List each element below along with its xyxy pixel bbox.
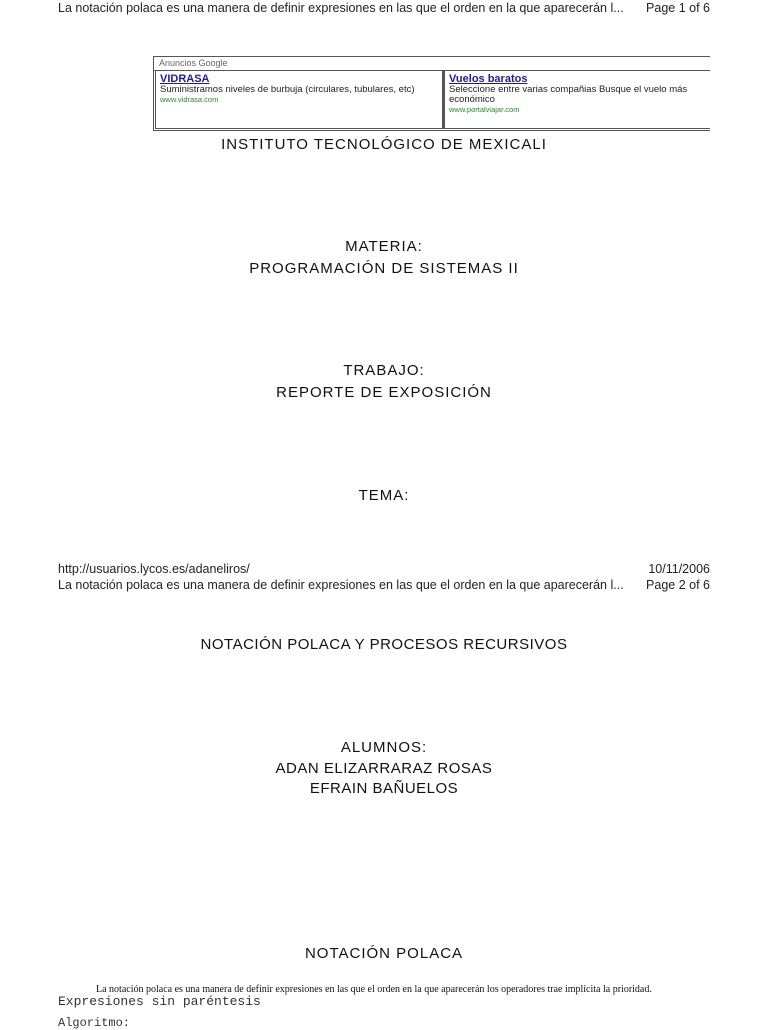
subheading-expresiones: Expresiones sin paréntesis: [58, 994, 261, 1009]
materia-label: MATERIA:: [345, 238, 423, 255]
page1-footer-url[interactable]: http://usuarios.lycos.es/adaneliros/: [58, 562, 250, 576]
section-title: NOTACIÓN POLACA: [304, 945, 464, 962]
ad-vidrasa-title-link[interactable]: VIDRASA: [160, 73, 210, 85]
page1-header-page-number: Page 1 of 6: [646, 1, 710, 15]
ad-vuelos-url[interactable]: www.portalviajar.com: [449, 105, 520, 114]
body-paragraph: La notación polaca es una manera de definir expresiones en las que el orden en la que aparecerán los operadores trae implícita la prioridad.: [96, 984, 652, 995]
ad-vidrasa[interactable]: [155, 70, 444, 129]
alumno-name: EFRAIN BAÑUELOS: [309, 780, 459, 797]
institute-name: INSTITUTO TECNOLÓGICO DE MEXICALI: [221, 136, 547, 153]
materia-value: PROGRAMACIÓN DE SISTEMAS II: [249, 260, 519, 277]
trabajo-label: TRABAJO:: [343, 362, 425, 379]
ad-vuelos-title-link[interactable]: Vuelos baratos: [449, 73, 528, 85]
alumno-name: ADAN ELIZARRARAZ ROSAS: [275, 760, 493, 777]
trabajo-value: REPORTE DE EXPOSICIÓN: [276, 384, 492, 401]
page2-header-page-number: Page 2 of 6: [646, 578, 710, 592]
page1-footer-date: 10/11/2006: [648, 562, 710, 576]
ad-vuelos-text: Seleccione entre varias compañias Busque el vuelo más económico: [449, 84, 688, 105]
tema-label: TEMA:: [358, 487, 410, 504]
alumnos-label: ALUMNOS:: [340, 739, 428, 756]
ads-label: Anuncios Google: [154, 57, 710, 71]
page1-header-title: La notación polaca es una manera de definir expresiones en las que el orden en la que aparecerán l...: [58, 1, 624, 15]
ad-vuelos-baratos[interactable]: [444, 70, 710, 129]
page2-header-title: La notación polaca es una manera de definir expresiones en las que el orden en la que aparecerán l...: [58, 578, 624, 592]
google-ads-box: [153, 56, 710, 131]
ad-vidrasa-url[interactable]: www.vidrasa.com: [160, 95, 219, 104]
tema-value: NOTACIÓN POLACA Y PROCESOS RECURSIVOS: [200, 636, 568, 653]
algoritmo-label: Algoritmo:: [58, 1016, 131, 1030]
ad-vidrasa-text: Suministramos niveles de burbuja (circulares, tubulares, etc): [160, 84, 415, 95]
